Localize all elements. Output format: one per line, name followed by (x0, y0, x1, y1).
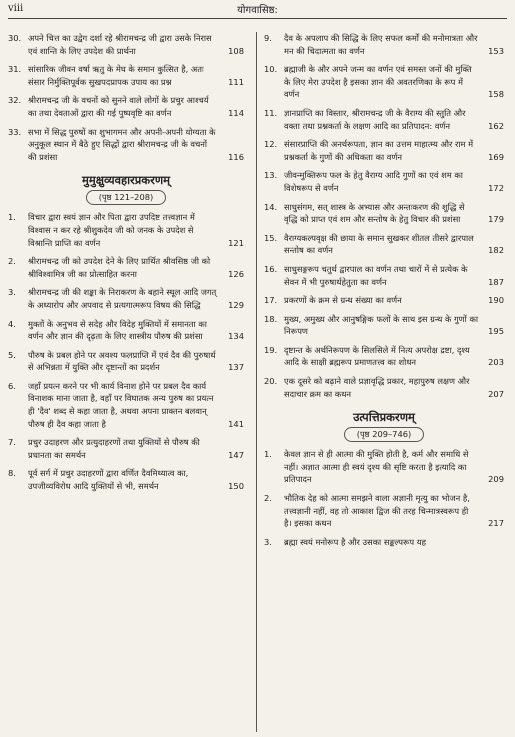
toc-entry (264, 375, 504, 400)
entry-page-number: 169 (488, 151, 504, 162)
page-range-mumukshu: (पृष्ठ 121–208) (8, 190, 244, 205)
entry-title: विचार द्वारा स्वयं ज्ञान और पिता द्वारा उपदिष्ट तत्त्वज्ञान में विश्वास न कर रहे श्रीशुकदेव जी को जनक के उपदेश से विश्रान्ति प्राप्ति का वर्णन (28, 212, 195, 248)
entry-page-number: 172 (488, 182, 504, 193)
entry-page-number: 153 (488, 45, 504, 56)
entry-page-number: 126 (228, 268, 244, 279)
entry-number: 33. (8, 126, 22, 137)
entry-title: साधुसङ्गरूप चतुर्थ द्वारपाल का वर्णन तथा चारों में से प्रत्येक के सेवन में भी पुरुषार्थहेतुता का वर्णन (284, 263, 468, 287)
toc-entry (264, 201, 504, 226)
entry-number: 20. (264, 376, 278, 387)
entry-number: 7. (8, 437, 16, 448)
toc-entry (8, 255, 244, 280)
entry-title: जीवन्मुक्तिरूप फल के हेतु वैराग्य आदि गुणों का एवं शम का विशेषरूप से वर्णन (284, 170, 463, 193)
entry-title: श्रीरामचन्द्र जी के वचनों को सुनने वाले लोगों के प्रचुर आश्चर्य का तथा देवताओं द्वारा की गई पुष्पवृष्टि का वर्णन (28, 95, 209, 118)
entry-number: 32. (8, 95, 22, 106)
entry-title: ज्ञानप्राप्ति का विस्तार, श्रीरामचन्द्र जी के वैराग्य की स्तुति और वक्ता तथा प्रश्नकर्ता के लक्षण आदि का प्रतिपादन: वर्णन (284, 107, 466, 131)
entry-number: 13. (264, 170, 278, 181)
right-entries (264, 32, 504, 400)
entry-number: 5. (8, 349, 16, 360)
toc-entry (264, 536, 504, 549)
entry-title: ब्रह्माजी के और अपने जन्म का वर्णन एवं समस्त जनों की मुक्ति के लिए मेरा उपदेश है इसका ज्ञान की अवतरणिका के रूप में वर्णन (284, 64, 472, 100)
header-rule (8, 18, 507, 19)
entry-number: 15. (264, 232, 278, 243)
section-heading-mumukshu: मुमुक्षुव्यवहारप्रकरणम् (81, 173, 171, 188)
entry-number: 1. (8, 212, 16, 223)
entry-title: ब्रह्मा स्वयं मनोरूप है और उसका सङ्कल्परूप यह (284, 536, 426, 547)
page-header (0, 0, 515, 22)
entry-page-number: 111 (228, 76, 244, 87)
entry-page-number: 182 (488, 245, 504, 256)
entry-page-number: 207 (488, 388, 504, 399)
entry-number: 11. (264, 107, 278, 118)
entry-number: 17. (264, 295, 278, 306)
entry-number: 31. (8, 64, 22, 75)
entry-number: 6. (8, 380, 16, 391)
entry-title: प्रचुर उदाहरण और प्रत्युदाहरणों तथा युक्तियों से पौरुष की प्रधानता का समर्थन (28, 437, 200, 460)
entry-page-number: 162 (488, 120, 504, 131)
toc-entry (8, 32, 244, 57)
entry-page-number: 141 (228, 418, 244, 429)
entry-page-number: 203 (488, 357, 504, 368)
entry-page-number: 217 (488, 518, 504, 529)
entry-title: प्रकरणों के क्रम से ग्रन्थ संख्या का वर्णन (284, 295, 402, 306)
toc-entry (8, 211, 244, 249)
entry-number: 19. (264, 344, 278, 355)
page-range-utpatti: (पृष्ठ 209–746) (264, 427, 504, 442)
toc-entry (8, 94, 244, 119)
entry-title: मुक्तों के अनुभव से सदेह और विदेह मुक्तियों में समानता का वर्णन और ज्ञान की दृढ़ता के लिए शास्त्रीय पौरुष की प्रशंसा (28, 318, 207, 342)
entry-page-number: 209 (488, 474, 504, 485)
entry-page-number: 114 (228, 107, 244, 118)
entry-number: 18. (264, 313, 278, 324)
entry-title: सांसारिक जीवन वर्षा ऋतु के मेघ के समान कुत्सित है, अतः संसार निर्मुक्तिपूर्वक सुखपदप्रापक उपाय का प्रश्न (28, 64, 204, 87)
entry-number: 2. (264, 493, 272, 504)
entry-title: सभा में सिद्ध पुरुषों का शुभागमन और अपनी-अपनी योग्यता के अनुकूल स्थान में बैठे हुए सिद्धों द्वारा श्रीरामचन्द्र जी के वचनों की प्रशंसा (28, 126, 216, 162)
entry-number: 10. (264, 64, 278, 75)
entry-number: 12. (264, 139, 278, 150)
left-column (8, 32, 244, 499)
entry-page-number: 190 (488, 295, 504, 306)
entry-page-number: 137 (228, 362, 244, 373)
entry-title: श्रीरामचन्द्र जी को उपदेश देने के लिए प्रार्थित श्रीवसिष्ठ जी को श्रीविश्वामित्र जी का प्रोत्साहित करना (28, 256, 211, 279)
entry-page-number: 195 (488, 326, 504, 337)
page-number: viii (8, 3, 24, 14)
entry-title: साधुसंगम, सत् शास्त्र के अभ्यास और अन्तःकरण की शुद्धि से वृद्धि को प्राप्त एवं शम और सन्तोष के हेतु विचार की प्रशंसा (284, 201, 465, 225)
entry-number: 4. (8, 318, 16, 329)
entry-title: दृष्टान्त के अर्थनिरूपण के सिलसिले में नित्य अपरोक्ष द्रष्टा, दृश्य आदि के साक्षी ब्रह्मरूप प्रमाणतत्त्व का शोधन (284, 344, 470, 368)
toc-entry (8, 63, 244, 88)
entry-page-number: 187 (488, 276, 504, 287)
entry-title: एक दूसरे को बढ़ाने वाले प्रज्ञावृद्धि प्रकार, महापुरुष लक्षण और सदाचार क्रम का कथन (284, 376, 470, 399)
entry-title: जहाँ प्रयत्न करने पर भी कार्य विनाश होने पर प्रबल दैव कार्य विनाशक माना जाता है, वहाँ पर विघातक अन्य पुरुष का प्रयत्न ही 'दैव' शब्द से कहा जाता है, अथवा अपना प्राक्तन बलवान् पौरुष ही दैव कहा जाता है (28, 380, 214, 429)
toc-entry (264, 107, 504, 132)
column-divider (256, 32, 257, 732)
entry-title: अपने चित्त का उद्वेग दर्शा रहे श्रीरामचन्द्र जी द्वारा उसके निरास एवं शान्ति के लिए उपदेश की प्रार्थना (28, 33, 212, 56)
toc-entry (264, 169, 504, 194)
entry-title: पूर्व सर्ग में प्रचुर उदाहरणों द्वारा वर्णित दैवमिथ्यात्व का, उपजीव्यविरोध आदि युक्तियों से भी, समर्थन (28, 468, 189, 492)
entry-number: 30. (8, 33, 22, 43)
toc-entry (264, 32, 504, 57)
toc-entry (8, 380, 244, 430)
entry-number: 2. (8, 256, 16, 267)
entry-page-number: 179 (488, 214, 504, 225)
entry-title: केवल ज्ञान से ही आत्मा की मुक्ति होती है, कर्म और समाधि से नहीं। अज्ञात आत्मा ही स्वयं दृश्य की सृष्टि करता है इत्यादि का प्रतिपादन (284, 449, 469, 485)
toc-entry (264, 263, 504, 288)
entry-number: 14. (264, 201, 278, 212)
mumukshu-entries (8, 211, 244, 492)
entry-title: श्रीरामचन्द्र जी की शङ्का के निराकरण के बहाने स्थूल आदि जगत् के अध्यारोप और अपवाद से प्रत्यगात्मरूप विषय की सिद्धि (28, 287, 217, 310)
entry-number: 3. (8, 287, 16, 298)
left-top-entries (8, 32, 244, 163)
toc-entry (264, 138, 504, 163)
entry-number: 9. (264, 33, 272, 43)
utpatti-entries (264, 448, 504, 548)
toc-entry (8, 467, 244, 492)
entry-title: मुख्य, अमुख्य और आनुषङ्गिक फलों के साथ इस ग्रन्थ के गुणों का निरूपण (284, 313, 478, 337)
entry-page-number: 158 (488, 89, 504, 100)
entry-page-number: 134 (228, 331, 244, 342)
entry-page-number: 147 (228, 449, 244, 460)
entry-number: 8. (8, 468, 16, 479)
entry-page-number: 150 (228, 481, 244, 492)
toc-entry (264, 63, 504, 101)
toc-entry (8, 318, 244, 343)
right-column (264, 32, 504, 554)
running-title: योगवासिष्ठ: (237, 5, 278, 16)
entry-page-number: 116 (228, 151, 244, 162)
entry-title: वैराग्यकल्पवृक्ष की छाया के समान सुखकर शीतल तीसरे द्वारपाल सन्तोष का वर्णन (284, 232, 474, 256)
toc-entry (8, 126, 244, 164)
toc-entry (264, 344, 504, 369)
toc-entry (264, 294, 504, 307)
entry-number: 16. (264, 263, 278, 274)
toc-entry (264, 448, 504, 486)
toc-entry (264, 492, 504, 530)
toc-entry (8, 436, 244, 461)
entry-page-number: 129 (228, 299, 244, 310)
entry-title: दैव के अपलाप की सिद्धि के लिए सफल कर्मों की मनोमात्रता और मन की चिदात्मता का वर्णन (284, 33, 478, 56)
toc-entry (8, 349, 244, 374)
toc-entry (8, 286, 244, 311)
section-heading-utpatti: उत्पत्तिप्रकरणम् (353, 410, 415, 425)
entry-number: 3. (264, 536, 272, 547)
entry-title: भौतिक देह को आत्मा समझने वाला अज्ञानी मृत्यु का भोजन है, तत्त्वज्ञानी नहीं, वह तो आकाश द्विज की तरह चिन्मात्रस्वरूप ही है। इसका कथन (284, 493, 470, 529)
toc-entry (264, 232, 504, 257)
toc-entry (264, 313, 504, 338)
entry-page-number: 108 (228, 45, 244, 56)
entry-page-number: 121 (228, 237, 244, 248)
entry-title: पौरुष के प्रबल होने पर अवश्य फलप्राप्ति में एवं दैव की पुरुषार्थ से अभिन्नता में युक्ति और दृष्टान्तों का प्रदर्शन (28, 349, 216, 373)
entry-number: 1. (264, 449, 272, 460)
entry-title: संसारप्राप्ति की अनर्थरूपता, ज्ञान का उत्तम माहात्म्य और राम में प्रश्नकर्ता के गुणों की अधिकता का वर्णन (284, 139, 474, 162)
